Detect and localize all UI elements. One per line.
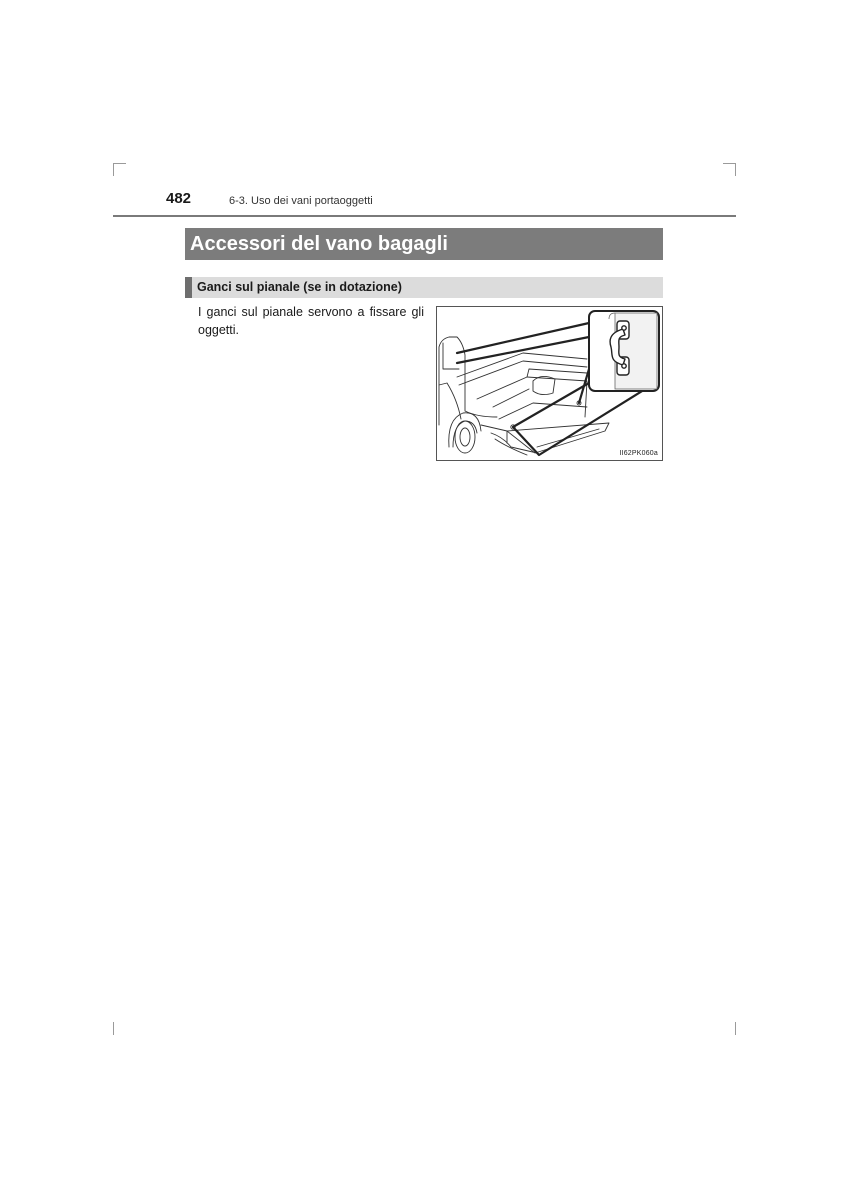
figure-pickup-bed-hooks xyxy=(436,306,663,461)
crop-mark-top-left-h xyxy=(113,163,126,164)
body-paragraph: I ganci sul pianale servono a fissare gli oggetti. xyxy=(198,305,424,337)
crop-mark-bottom-right-v xyxy=(735,1022,736,1035)
crop-mark-top-right-h xyxy=(723,163,736,164)
crop-mark-bottom-left-v xyxy=(113,1022,114,1035)
subsection-title: Ganci sul pianale (se in dotazione) xyxy=(197,280,402,294)
subsection-heading xyxy=(185,277,663,298)
page-number: 482 xyxy=(166,190,192,207)
figure-code: II62PK060a xyxy=(619,450,658,457)
crop-mark-top-right-v xyxy=(735,163,736,176)
crop-mark-top-left-v xyxy=(113,163,114,176)
section-title: Accessori del vano bagagli xyxy=(185,228,663,260)
running-header: 6-3. Uso dei vani portaoggetti xyxy=(229,195,373,207)
pickup-bed-hook-illustration-icon xyxy=(437,307,662,460)
subsection-accent xyxy=(185,277,192,298)
header-rule xyxy=(113,215,736,217)
